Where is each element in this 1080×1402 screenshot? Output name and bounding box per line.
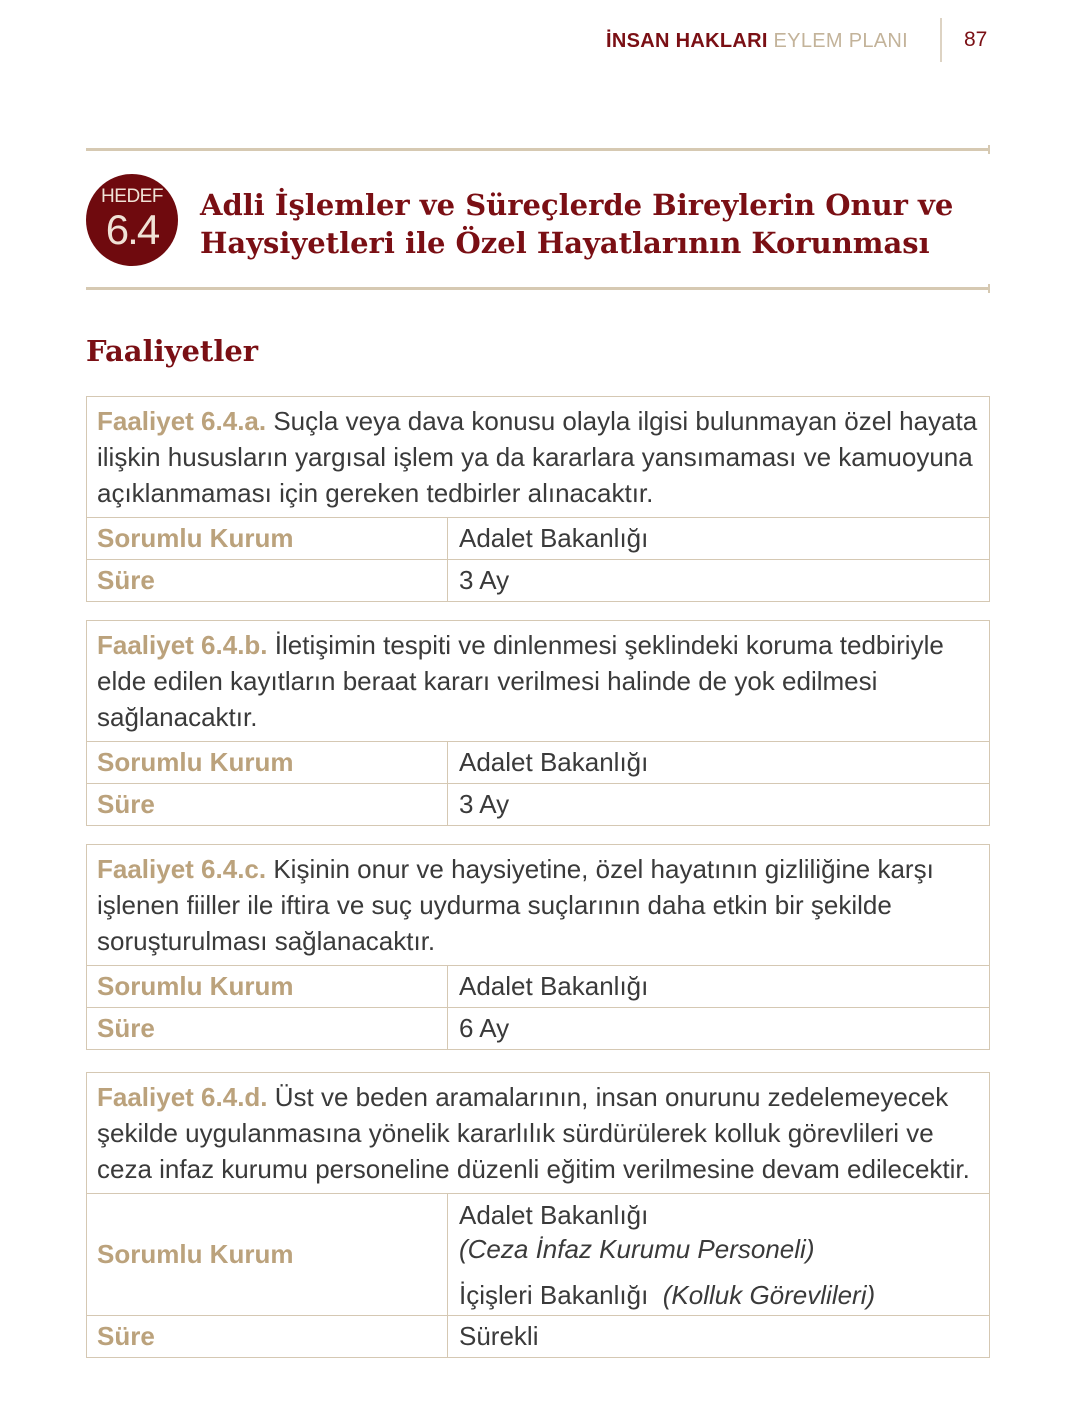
responsible-ministry-interior: İçişleri Bakanlığı — [459, 1279, 649, 1310]
duration-row — [87, 784, 989, 825]
activity-code: Faaliyet 6.4.a. — [97, 406, 267, 436]
bottom-rule — [86, 287, 990, 290]
activity-card — [86, 396, 990, 602]
duration-row — [87, 1008, 989, 1049]
responsible-ministry-interior-line — [459, 1278, 978, 1312]
activity-card — [86, 620, 990, 826]
responsible-row — [87, 1194, 989, 1316]
activity-code: Faaliyet 6.4.b. — [97, 630, 268, 660]
responsible-value: Adalet Bakanlığı — [459, 747, 649, 777]
responsible-note-law-enforcement: (Kolluk Görevlileri) — [662, 1279, 876, 1310]
duration-value: 3 Ay — [459, 565, 510, 595]
page-header — [0, 26, 1080, 66]
goal-badge-label: HEDEF — [101, 186, 163, 207]
duration-label: Süre — [87, 560, 448, 601]
duration-label: Süre — [87, 784, 448, 825]
goal-badge — [86, 174, 178, 266]
responsible-note-prison-staff: (Ceza İnfaz Kurumu Personeli) — [459, 1233, 815, 1264]
activity-card — [86, 1072, 990, 1358]
top-rule — [86, 148, 990, 151]
responsible-label: Sorumlu Kurum — [87, 518, 448, 559]
activity-description — [87, 845, 989, 966]
activity-description — [87, 397, 989, 518]
document-title-light: EYLEM PLANI — [773, 30, 909, 52]
responsible-label: Sorumlu Kurum — [87, 742, 448, 783]
activity-description — [87, 1073, 989, 1194]
activity-code: Faaliyet 6.4.c. — [97, 854, 267, 884]
duration-value: 3 Ay — [459, 789, 510, 819]
activity-text: İletişimin tespiti ve dinlenmesi şeklindeki koruma tedbiriyle elde edilen kayıtların beraat kararı verilmesi halinde de yok edilmesi sağlanacaktır. — [97, 630, 944, 732]
activity-text: Üst ve beden aramalarının, insan onurunu zedelemeyecek şekilde uygulanmasına yönelik kararlılık sürdürülerek kolluk görevlileri ve ceza infaz kurumu personeline düzenli eğitim verilmesine devam edilecektir. — [97, 1082, 970, 1184]
activity-description — [87, 621, 989, 742]
duration-row — [87, 1316, 989, 1357]
activity-text: Suçla veya dava konusu olayla ilgisi bulunmayan özel hayata ilişkin hususların yargısal işlem ya da kararlara yansımaması ve kamuoyuna açıklanmaması için gereken tedbirler alınacaktır. — [97, 406, 978, 508]
duration-row — [87, 560, 989, 601]
goal-badge-number: 6.4 — [105, 206, 159, 253]
header-divider — [940, 18, 942, 62]
document-title-bold: İNSAN HAKLARI — [606, 30, 768, 52]
goal-title: Adli İşlemler ve Süreçlerde Bireylerin Onur ve Haysiyetleri ile Özel Hayatlarının Korunması — [200, 188, 954, 260]
page-number: 87 — [964, 28, 988, 51]
responsible-label: Sorumlu Kurum — [87, 966, 448, 1007]
duration-value: Sürekli — [459, 1321, 539, 1351]
duration-value: 6 Ay — [459, 1013, 510, 1043]
responsible-value — [448, 1194, 989, 1315]
duration-label: Süre — [87, 1008, 448, 1049]
responsible-label: Sorumlu Kurum — [87, 1194, 448, 1315]
duration-label: Süre — [87, 1316, 448, 1357]
section-title: Faaliyetler — [86, 334, 259, 368]
document-title — [606, 30, 908, 53]
responsible-row — [87, 742, 989, 784]
responsible-ministry-justice: Adalet Bakanlığı — [459, 1199, 649, 1230]
responsible-value: Adalet Bakanlığı — [459, 971, 649, 1001]
activity-text: Kişinin onur ve haysiyetine, özel hayatının gizliliğine karşı işlenen fiiller ile iftira ve suç uydurma suçlarının daha etkin bir şekilde soruşturulması sağlanacaktır. — [97, 854, 934, 956]
activity-card — [86, 844, 990, 1050]
responsible-row — [87, 966, 989, 1008]
responsible-value: Adalet Bakanlığı — [459, 523, 649, 553]
responsible-row — [87, 518, 989, 560]
activity-code: Faaliyet 6.4.d. — [97, 1082, 268, 1112]
